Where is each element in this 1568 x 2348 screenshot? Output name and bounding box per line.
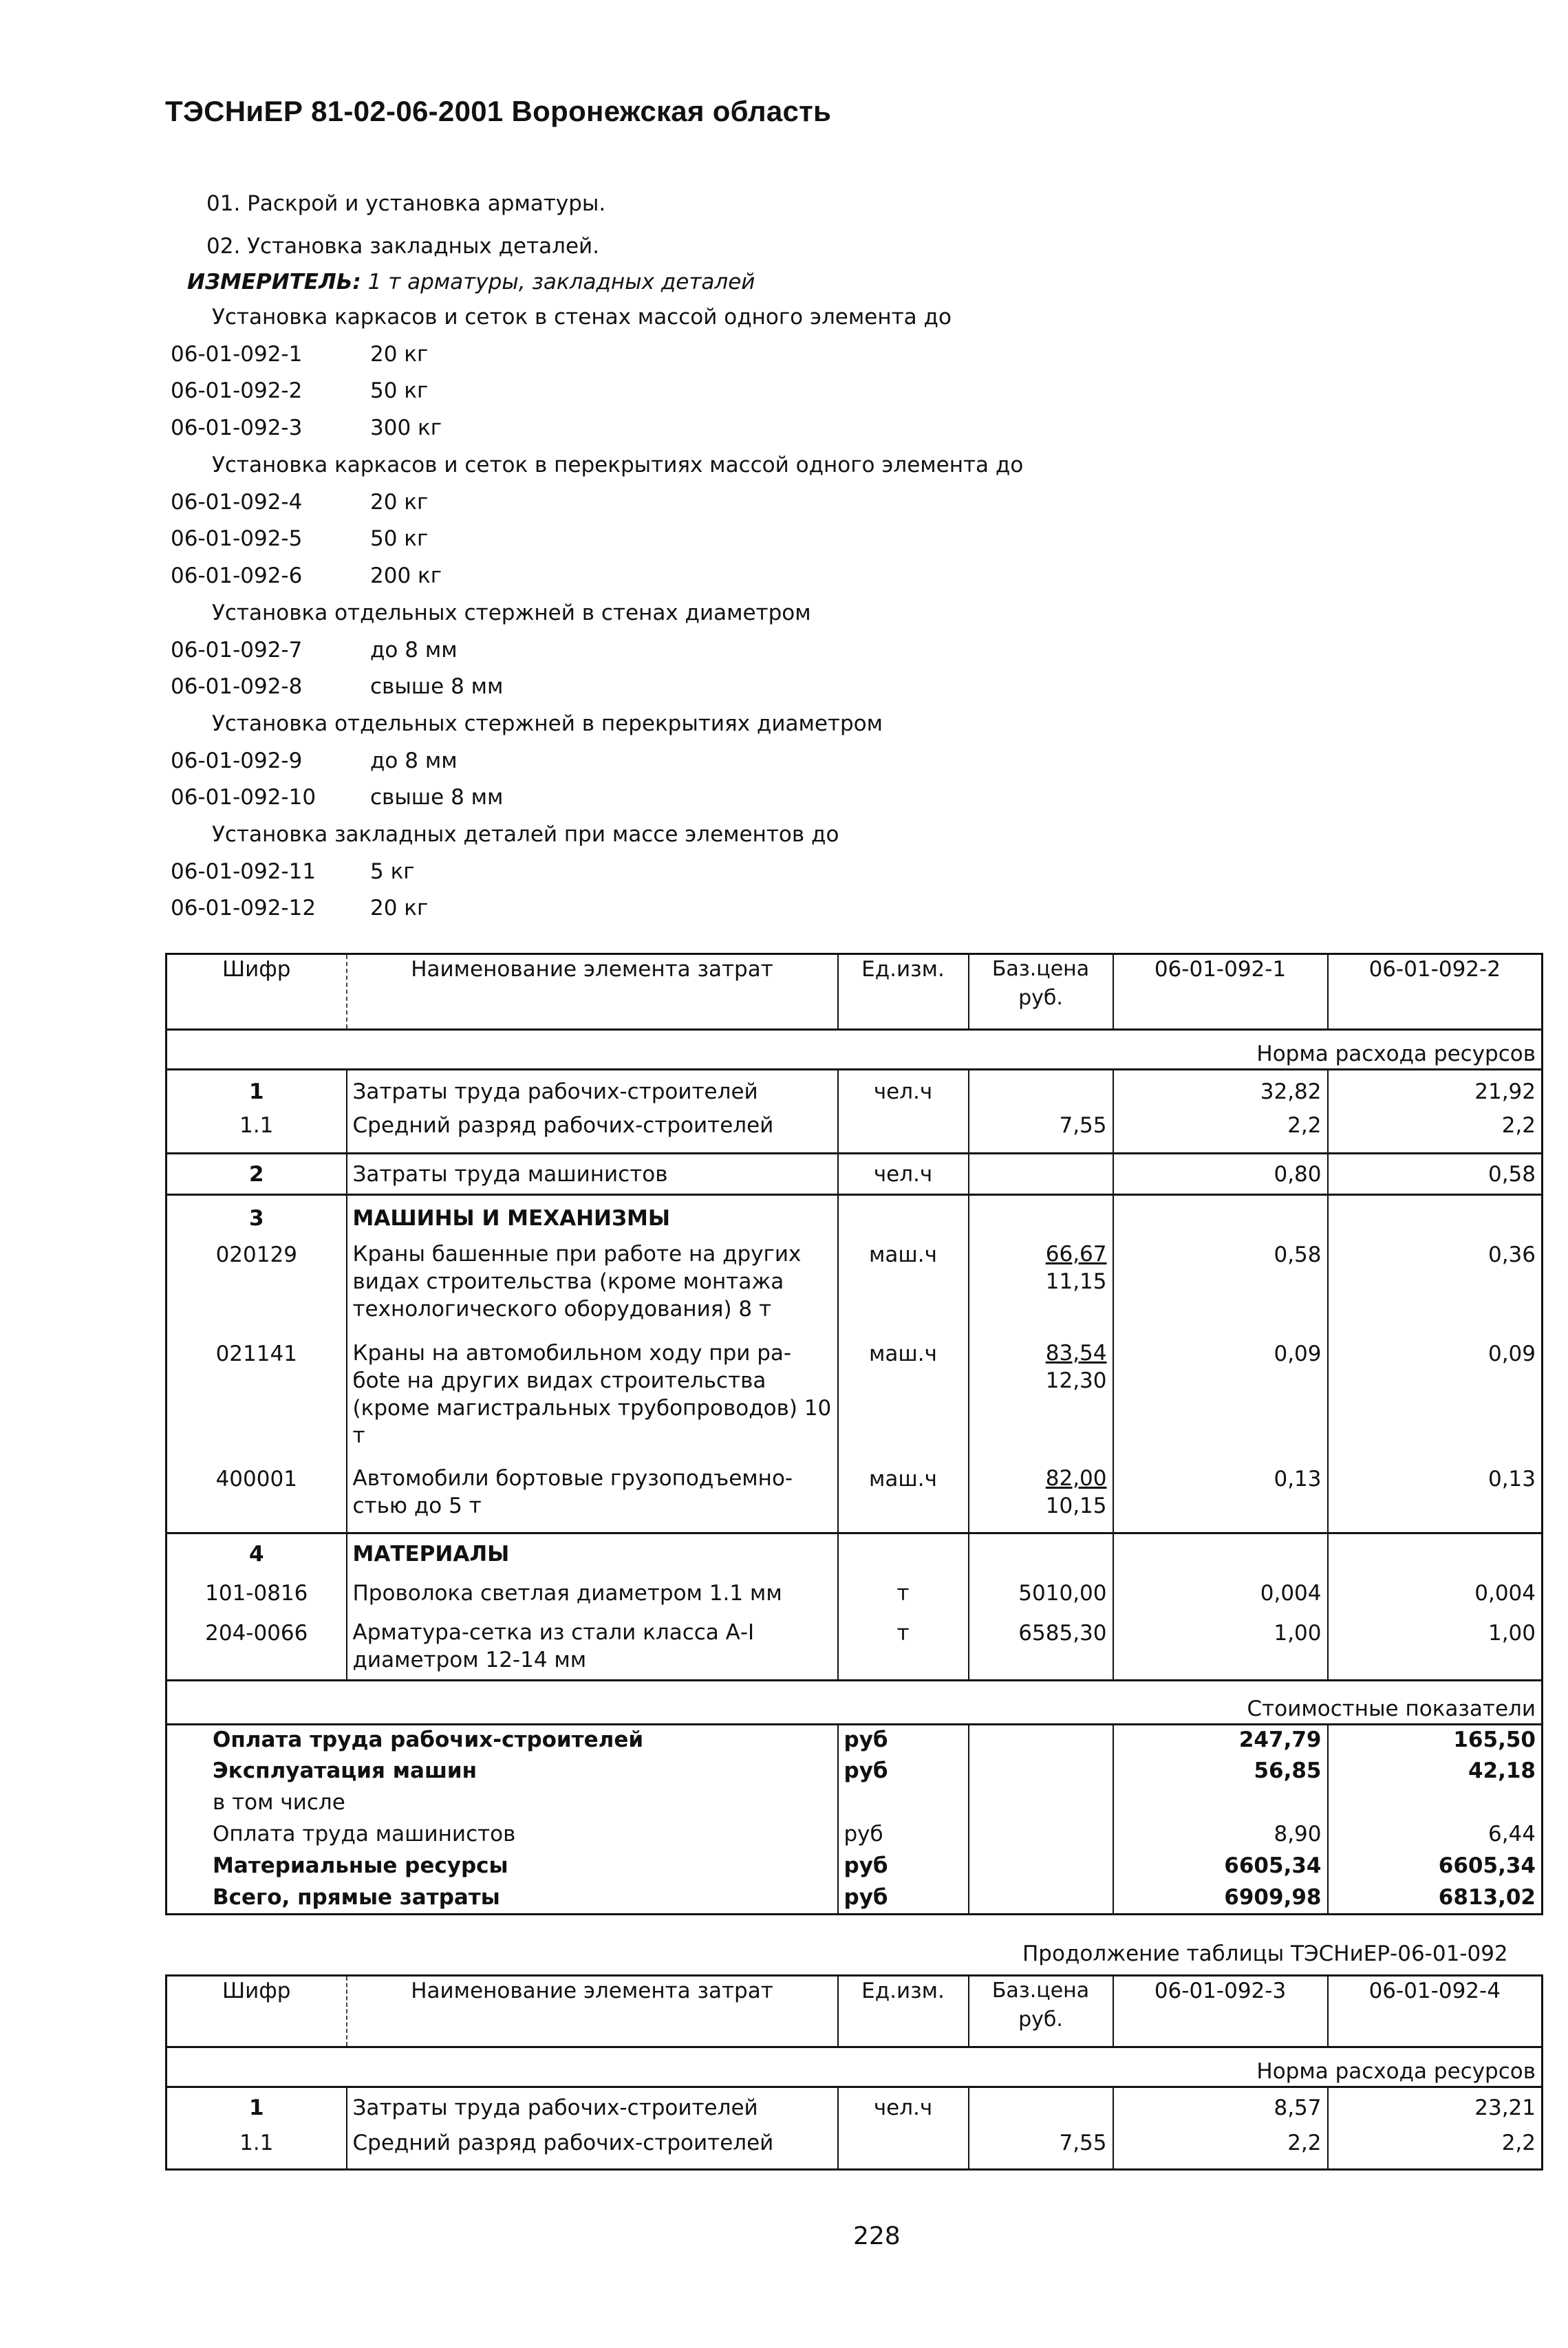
row-unit: маш.ч <box>838 1465 969 1533</box>
item-text: 20 кг <box>370 342 429 367</box>
row-v1: 0,13 <box>1113 1465 1328 1533</box>
norm-label: Норма расхода ресурсов <box>167 2047 1543 2087</box>
row-v1: 8,57 <box>1113 2087 1328 2129</box>
empty-cell <box>838 1195 969 1240</box>
header-col2: 06-01-092-2 <box>1328 954 1543 1030</box>
norm-label: Норма расхода ресурсов <box>167 1030 1543 1070</box>
empty-cell <box>969 1788 1113 1820</box>
row-name: Краны башенные при работе на других видах строительства (кроме монтажа технологического оборудования) 8 т <box>347 1240 838 1339</box>
row-name: Затраты труда рабочих-строителей <box>347 1070 838 1111</box>
item-code: 06-01-092-1 <box>171 342 303 367</box>
work-item: 02. Установка закладных деталей. <box>206 234 600 259</box>
summary-v2: 165,50 <box>1328 1725 1543 1756</box>
header-code: Шифр <box>167 954 347 1030</box>
row-unit: маш.ч <box>838 1339 969 1465</box>
header-unit: Ед.изм. <box>838 954 969 1030</box>
summary-name: Эксплуатация машин <box>213 1758 477 1783</box>
summary-unit: руб <box>838 1756 969 1788</box>
item-code: 06-01-092-9 <box>171 748 303 773</box>
row-v2: 0,13 <box>1328 1465 1543 1533</box>
section-title: МАТЕРИАЛЫ <box>347 1533 838 1575</box>
price-total: 82,00 <box>1045 1465 1107 1491</box>
section-row <box>167 1195 1543 1240</box>
header-col1: 06-01-092-3 <box>1113 1976 1328 2047</box>
section-title: МАШИНЫ И МЕХАНИЗМЫ <box>347 1195 838 1240</box>
summary-v2: 6,44 <box>1328 1820 1543 1851</box>
item-text: 20 кг <box>370 896 429 920</box>
row-v2: 2,2 <box>1328 1111 1543 1154</box>
row-unit: чел.ч <box>838 1154 969 1195</box>
item-text: свыше 8 мм <box>370 674 504 699</box>
row-price <box>969 2087 1113 2129</box>
table-row <box>167 1240 1543 1339</box>
measure-value: 1 т арматуры, закладных деталей <box>361 270 755 294</box>
measure-line <box>187 270 755 294</box>
summary-v1: 247,79 <box>1113 1725 1328 1756</box>
header-price: Баз.цена руб. <box>969 1976 1113 2047</box>
header-price: Баз.цена руб. <box>969 954 1113 1030</box>
summary-name: в том числе <box>213 1789 345 1815</box>
summary-v1: 6605,34 <box>1113 1851 1328 1883</box>
row-price <box>969 1154 1113 1195</box>
item-code: 06-01-092-8 <box>171 674 303 699</box>
group-title: Установка отдельных стержней в перекрытиях диаметром <box>212 711 883 736</box>
header-name: Наименование элемента затрат <box>347 1976 838 2047</box>
summary-row <box>167 1756 1543 1788</box>
section-row <box>167 1533 1543 1575</box>
row-price: 5010,00 <box>969 1575 1113 1619</box>
empty-cell <box>969 1195 1113 1240</box>
row-price: 7,55 <box>969 1111 1113 1154</box>
item-text: 300 кг <box>370 416 442 440</box>
row-name: Краны на автомобильном ходу при ра-бote на других видах строительства (кроме магистральных трубопроводов) 10 т <box>347 1339 838 1465</box>
summary-price <box>969 1756 1113 1788</box>
row-v1: 0,80 <box>1113 1154 1328 1195</box>
summary-name: Оплата труда машинистов <box>213 1821 516 1846</box>
row-v2: 0,09 <box>1328 1339 1543 1465</box>
summary-v1: 8,90 <box>1113 1820 1328 1851</box>
row-unit: чел.ч <box>838 2087 969 2129</box>
row-v2: 1,00 <box>1328 1619 1543 1681</box>
section-code: 4 <box>248 1542 264 1566</box>
row-price <box>969 1070 1113 1111</box>
row-code: 204-0066 <box>167 1619 347 1681</box>
table-row <box>167 1619 1543 1681</box>
summary-price <box>969 1883 1113 1915</box>
summary-price <box>969 1725 1113 1756</box>
row-code: 020129 <box>215 1242 297 1267</box>
summary-v1: 56,85 <box>1113 1756 1328 1788</box>
row-code: 1 <box>248 2096 264 2120</box>
table-row <box>167 1465 1543 1533</box>
row-code: 400001 <box>167 1465 347 1533</box>
row-price: 6585,30 <box>969 1619 1113 1681</box>
empty-cell <box>1113 1533 1328 1575</box>
row-code: 2 <box>167 1154 347 1195</box>
work-item: 01. Раскрой и установка арматуры. <box>206 191 606 216</box>
empty-cell <box>838 1533 969 1575</box>
summary-unit: руб <box>838 1725 969 1756</box>
item-code: 06-01-092-11 <box>171 859 316 884</box>
table-row <box>167 1339 1543 1465</box>
row-price <box>969 1465 1113 1533</box>
item-code: 06-01-092-12 <box>171 896 316 920</box>
empty-cell <box>1328 1195 1543 1240</box>
section-code: 3 <box>248 1206 264 1231</box>
table-row <box>167 1575 1543 1619</box>
norm-label-row <box>167 2047 1543 2087</box>
summary-price <box>969 1820 1113 1851</box>
group-title: Установка закладных деталей при массе элементов до <box>212 822 839 847</box>
row-name: Затраты труда рабочих-строителей <box>347 2087 838 2129</box>
row-v2: 23,21 <box>1328 2087 1543 2129</box>
row-v2: 21,92 <box>1328 1070 1543 1111</box>
page-title: ТЭСНиЕР 81-02-06-2001 Воронежская область <box>165 95 832 127</box>
item-code: 06-01-092-2 <box>171 378 303 403</box>
group-title: Установка каркасов и сеток в стенах массой одного элемента до <box>212 305 952 330</box>
summary-row <box>167 1883 1543 1915</box>
price-total: 83,54 <box>1045 1340 1107 1366</box>
item-code: 06-01-092-6 <box>171 563 303 588</box>
summary-row <box>167 1725 1543 1756</box>
price-total: 66,67 <box>1045 1241 1107 1267</box>
empty-cell <box>838 1788 969 1820</box>
resource-table-2 <box>165 1974 1543 2171</box>
continuation-title: Продолжение таблицы ТЭСНиЕР-06-01-092 <box>1022 1941 1508 1966</box>
row-unit: т <box>838 1619 969 1681</box>
item-code: 06-01-092-4 <box>171 490 303 515</box>
summary-unit: руб <box>838 1851 969 1883</box>
item-code: 06-01-092-10 <box>171 785 316 810</box>
row-v1: 2,2 <box>1113 2129 1328 2170</box>
row-code: 1.1 <box>167 1111 347 1154</box>
item-text: 200 кг <box>370 563 442 588</box>
row-unit <box>838 1111 969 1154</box>
price-wage: 11,15 <box>1045 1269 1107 1294</box>
summary-row <box>167 1788 1543 1820</box>
cost-label: Стоимостные показатели <box>167 1681 1543 1725</box>
page-number: 228 <box>853 2222 901 2250</box>
row-v1: 0,58 <box>1113 1240 1328 1339</box>
row-price: 7,55 <box>969 2129 1113 2170</box>
row-v2: 0,36 <box>1328 1240 1543 1339</box>
header-unit: Ед.изм. <box>838 1976 969 2047</box>
item-text: свыше 8 мм <box>370 785 504 810</box>
table-row <box>167 2087 1543 2129</box>
summary-unit: руб <box>838 1820 969 1851</box>
row-v2: 0,58 <box>1328 1154 1543 1195</box>
row-code: 1.1 <box>239 2130 274 2155</box>
row-name: Проволока светлая диаметром 1.1 мм <box>347 1575 838 1619</box>
item-text: до 8 мм <box>370 748 458 773</box>
header-name: Наименование элемента затрат <box>347 954 838 1030</box>
group-title: Установка отдельных стержней в стенах диаметром <box>212 601 811 625</box>
summary-name: Материальные ресурсы <box>213 1853 508 1878</box>
empty-cell <box>1113 1195 1328 1240</box>
summary-name: Всего, прямые затраты <box>213 1884 500 1910</box>
price-wage: 10,15 <box>1045 1493 1107 1518</box>
item-text: 5 кг <box>370 859 415 884</box>
summary-v2: 42,18 <box>1328 1756 1543 1788</box>
item-code: 06-01-092-7 <box>171 638 303 663</box>
row-unit <box>838 2129 969 2170</box>
row-price <box>969 1339 1113 1465</box>
table-row <box>167 2129 1543 2170</box>
cost-label-row <box>167 1681 1543 1725</box>
summary-v2: 6605,34 <box>1328 1851 1543 1883</box>
row-unit: т <box>838 1575 969 1619</box>
norm-label-row <box>167 1030 1543 1070</box>
row-code: 1 <box>248 1079 264 1104</box>
summary-v2: 6813,02 <box>1328 1883 1543 1915</box>
header-col2: 06-01-092-4 <box>1328 1976 1543 2047</box>
row-name: Арматура-сетка из стали класса А-I диаметром 12-14 мм <box>347 1619 838 1681</box>
measure-label: ИЗМЕРИТЕЛЬ: <box>187 270 361 294</box>
item-text: 50 кг <box>370 526 429 551</box>
row-v1: 0,004 <box>1113 1575 1328 1619</box>
item-text: 50 кг <box>370 378 429 403</box>
summary-row <box>167 1851 1543 1883</box>
row-price <box>969 1240 1113 1339</box>
resource-table-1 <box>165 953 1543 1915</box>
group-title: Установка каркасов и сеток в перекрытиях массой одного элемента до <box>212 453 1024 477</box>
table-row <box>167 1111 1543 1154</box>
header-col1: 06-01-092-1 <box>1113 954 1328 1030</box>
row-name: Средний разряд рабочих-строителей <box>347 1111 838 1154</box>
item-code: 06-01-092-3 <box>171 416 303 440</box>
empty-cell <box>969 1533 1113 1575</box>
row-v1: 0,09 <box>1113 1339 1328 1465</box>
row-unit: чел.ч <box>838 1070 969 1111</box>
summary-v1: 6909,98 <box>1113 1883 1328 1915</box>
empty-cell <box>1328 1788 1543 1820</box>
summary-row <box>167 1820 1543 1851</box>
header-code: Шифр <box>167 1976 347 2047</box>
row-v1: 1,00 <box>1113 1619 1328 1681</box>
row-name: Затраты труда машинистов <box>347 1154 838 1195</box>
empty-cell <box>1113 1788 1328 1820</box>
row-v1: 2,2 <box>1113 1111 1328 1154</box>
table-header-row <box>167 954 1543 1030</box>
summary-unit: руб <box>838 1883 969 1915</box>
empty-cell <box>1328 1533 1543 1575</box>
item-text: до 8 мм <box>370 638 458 663</box>
row-unit: маш.ч <box>838 1240 969 1339</box>
price-wage: 12,30 <box>1045 1368 1107 1393</box>
summary-price <box>969 1851 1113 1883</box>
table-row <box>167 1070 1543 1111</box>
summary-name: Оплата труда рабочих-строителей <box>213 1727 644 1752</box>
row-v2: 2,2 <box>1328 2129 1543 2170</box>
row-v2: 0,004 <box>1328 1575 1543 1619</box>
row-code: 021141 <box>215 1341 297 1366</box>
item-code: 06-01-092-5 <box>171 526 303 551</box>
row-v1: 32,82 <box>1113 1070 1328 1111</box>
row-code: 101-0816 <box>205 1580 308 1606</box>
item-text: 20 кг <box>370 490 429 515</box>
row-name: Средний разряд рабочих-строителей <box>347 2129 838 2170</box>
row-name: Автомобили бортовые грузоподъемно-стью до 5 т <box>347 1465 838 1533</box>
table-row <box>167 1154 1543 1195</box>
table-header-row <box>167 1976 1543 2047</box>
